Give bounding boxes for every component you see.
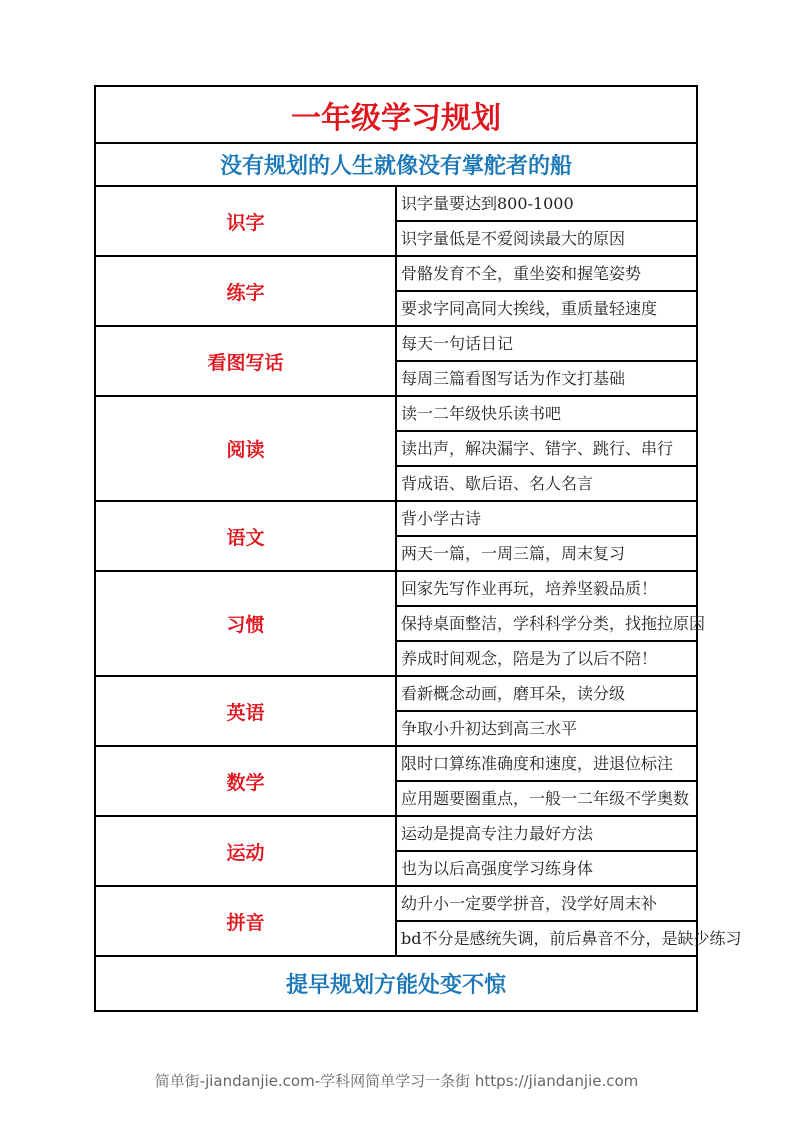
plan-item: 识字量要达到800-1000 [396, 186, 697, 221]
plan-item: 背小学古诗 [396, 501, 697, 536]
plan-item: 骨骼发育不全，重坐姿和握笔姿势 [396, 256, 697, 291]
table-row [95, 326, 697, 361]
subtitle: 没有规划的人生就像没有掌舵者的船 [95, 143, 697, 186]
category-cell: 看图写话 [95, 326, 396, 396]
watermark-text: 简单街-jiandanjie.com-学科网简单学习一条街 https://jiandanjie.com [154, 1072, 639, 1090]
table-row [95, 396, 697, 431]
table-row [95, 746, 697, 781]
category-cell: 拼音 [95, 886, 396, 956]
plan-item: bd不分是感统失调，前后鼻音不分，是缺少练习 [396, 921, 697, 956]
page-title: 一年级学习规划 [95, 86, 697, 143]
plan-item: 保持桌面整洁，学科科学分类，找拖拉原因 [396, 606, 697, 641]
table-row [95, 676, 697, 711]
plan-item: 背成语、歇后语、名人名言 [396, 466, 697, 501]
plan-item: 回家先写作业再玩，培养坚毅品质！ [396, 571, 697, 606]
category-cell: 数学 [95, 746, 396, 816]
plan-item: 识字量低是不爱阅读最大的原因 [396, 221, 697, 256]
plan-item: 幼升小一定要学拼音，没学好周末补 [396, 886, 697, 921]
plan-item: 读一二年级快乐读书吧 [396, 396, 697, 431]
plan-item: 读出声，解决漏字、错字、跳行、串行 [396, 431, 697, 466]
plan-item: 两天一篇，一周三篇，周末复习 [396, 536, 697, 571]
category-cell: 运动 [95, 816, 396, 886]
table-row [95, 816, 697, 851]
table-row [95, 256, 697, 291]
category-cell: 阅读 [95, 396, 396, 501]
plan-item: 每周三篇看图写话为作文打基础 [396, 361, 697, 396]
plan-item: 养成时间观念，陪是为了以后不陪！ [396, 641, 697, 676]
plan-item: 要求字同高同大挨线，重质量轻速度 [396, 291, 697, 326]
category-cell: 习惯 [95, 571, 396, 676]
table-row [95, 501, 697, 536]
category-cell: 识字 [95, 186, 396, 256]
plan-item: 看新概念动画，磨耳朵，读分级 [396, 676, 697, 711]
study-plan-table [94, 85, 742, 1012]
category-cell: 英语 [95, 676, 396, 746]
plan-item: 应用题要圈重点，一般一二年级不学奥数 [396, 781, 697, 816]
table-row [95, 186, 697, 221]
plan-item: 争取小升初达到高三水平 [396, 711, 697, 746]
plan-item: 每天一句话日记 [396, 326, 697, 361]
table-row [95, 886, 697, 921]
plan-item: 限时口算练准确度和速度，进退位标注 [396, 746, 697, 781]
footer-slogan: 提早规划方能处变不惊 [95, 956, 697, 1011]
table-row [95, 571, 697, 606]
plan-item: 运动是提高专注力最好方法 [396, 816, 697, 851]
plan-item: 也为以后高强度学习练身体 [396, 851, 697, 886]
category-cell: 练字 [95, 256, 396, 326]
category-cell: 语文 [95, 501, 396, 571]
